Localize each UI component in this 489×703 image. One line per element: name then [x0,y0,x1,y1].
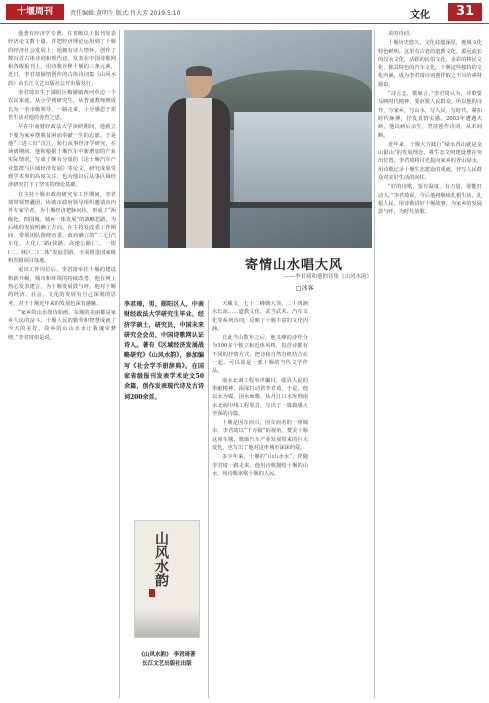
paragraph: 十堰历史悠久，文化底蕴深厚，地域文化特色鲜明。这里有古老的道教文化，源远流长的汉水文化，活跃的民俗文化，多彩的移民文化，独具特色的汽车文化。十堰这些独特的文化内涵，成为李君琦诗词创作取之不尽的素材源泉。 [378,40,482,88]
book-cover-title: 山风水韵 [153,531,169,587]
paragraph: 十堰是因车而兴、因车而名的一座城市。李君琦以“千万级”的视角，赞美十堰这座车城，歌颂汽车产业发展带来的巨大变化，也写出了他对这座城市深深的爱。 [212,420,308,452]
page-header [0,0,489,24]
book-seal [149,589,155,597]
column-divider [208,300,209,698]
article-column-1 [8,30,116,698]
column-divider [374,30,375,698]
article-subtitle: ——李君琦和他的诗集《山风水韵》 [283,274,372,280]
author-bio [124,300,204,430]
masthead: 十堰周刊 [6,4,64,20]
paragraph: “家乡的山水如诗如画。东城的美丽都是家乡人民的奋斗。十堰人民的勤劳和智慧成就了今天的美好，故乡的山山水水让我魂牵梦绕。”李君琦如是说。 [8,309,116,341]
book-publisher: 长江文艺出版社出版 [142,661,192,667]
article-column-4 [378,30,482,698]
article-column-3 [212,300,308,698]
paragraph: 南水北调工程举世瞩目，郧县人民的奉献精神，深深打动着李君琦。于是，他以水为媒、因水而歌，从丹江口水库到南水北调中线工程渠首，写出了一篇篇感人至深的诗篇。 [212,377,308,417]
author-bio-text: 李君琦，男，郧阳区人，中南财经政法大学研究生毕业，经济学硕士，研究员，中国未来研究会会员，中国诗歌网认证诗人。著有《区域经济发展战略研究》《山风水韵》，参加编写《社会学手册辞典》。在国家省级报刊发表学术论文50余篇，创作发表现代诗及古诗词200余首。 [124,301,204,401]
paragraph: 李君琦出生于郧阳区梅铺镇西河草边一个农民家庭，从小学到研究生，从普通教师到成长为一名市级领导，一路走来，十分感恩于艰苦生活对他的养育之恩。 [8,90,116,121]
paragraph: 他著有经济学专著，在省级以上报刊发表经济论文数十篇，并把经济理论运用到了十堰的经济社会发展上；他拥有诗人情怀，创作了数百首古体诗词和现代诗。发表在中国诗歌网和各级报刊上，用诗歌诠释十堰的三条元素，近日，李君琦倾情创作的古体诗词集《山风水韵》由长江文艺出版社公开出版发行。 [8,31,116,87]
photo-water [234,112,372,202]
section-name: 文化 [410,10,430,21]
photo-railing [124,202,372,208]
article-title: 寄情山水唱大风 [244,258,343,273]
paragraph: 退出工作岗位后，李君琦牵挂十堰的建设和新升级，城市和环境的持续改善，他在网上热心发表建言，为十堰发展鼓与呼。他对十堰的经济、社会、文化的发展有自己深刻的思考，对于十堰近年来的发展也深有感触。 [8,267,116,307]
article-byline: □冰客 [296,285,314,292]
column-divider [119,30,120,698]
paragraph: “诗言志，歌咏言。”李君琦认为，诗歌要反映时代精神，要讴歌人民群众。所以他的诗作，写家乡，写山水，写人民，写时代，紧扣时代脉搏，抒发真情实感。2003年遭遇大病，他以病后余生，坚持创作诗词，从未间断。 [378,91,482,139]
page-number: 31 [448,3,482,21]
portrait-photo [124,30,372,248]
book-mountain-art [135,609,199,637]
paragraph: 早在中南财经政法大学读研期间，他就立下要为家乡摆脱贫困而奉献一生的志愿。于是他“三进三出”汉江，转行从事经济学研究，在读研期间，他和根据十堰汽车中新增加的产业实际情况，写成了颇有分量的《论十堰汽车产业集群与区域经济发展》等论文，研究成果受到学术界的高度关注，也为他以后从事区域经济研究打下了坚实的理论基础。 [8,124,116,189]
paragraph: 在主持十堰市政府研究室工作期间，李君琦带领智囊团，协助市政府领导组织邀请市内外专家学者，为十堰经济把脉问诊，形成了“两级化、四国城、城乡一体发展”的战略思路，为后续的发展明确了方向。在主持发改委工作期间，带领团队围绕市委、政府确立的“二七(汽车化、大化)二路(快路、高速公路)二、一街(二、林区二)二体”发展思路，全面推进国家级和省级项目落地。 [8,191,116,265]
book-cover [134,520,200,638]
paragraph: 天藏文，七十二峰朝大顶，二十四涧水长流……道教文化、武当武术、汽车文化等系列诗词，反映了十堰丰富的文化内涵。 [212,301,308,332]
book-caption: 《山风水韵》 李君琦著 [138,652,196,658]
paragraph: 多少年来，十堰的“山山水水”，伴随李君琦一路走来，他用诗歌描绘十堰的山水，用诗歌讴歌十堰的人民。 [212,454,308,477]
paragraph: 自此当山数年之后，他又峰的诗作分为100多个独立和近体风格，每首诗都有不同的抒情方式，把诗和自然有机结合在一起，可以说是一部十堰的当代文学作品。 [212,335,308,375]
paragraph: “好的诗歌，要有温度、有力量，要能打动人。”李君琦说，今后他将继续扎根生活，扎根人民，用诗歌讲好十堰故事，为家乡的发展鼓与呼，为时代放歌。 [378,184,482,216]
photo-person [164,66,234,248]
paragraph: 美的诗词。 [388,31,414,37]
editor-meta: 责任编辑:黄明生 版式:肖大芳 2019.5.10 [70,10,181,17]
paragraph: 近年来，十堰大力践行“绿水青山就是金山银山”的发展理念，将生态文明建设摆在突出位置。李君琦将目光投向家乡的青山绿水，用诗歌记录十堰生态建设的成就，抒写人民群众对美好生活的向往。 [378,141,482,182]
